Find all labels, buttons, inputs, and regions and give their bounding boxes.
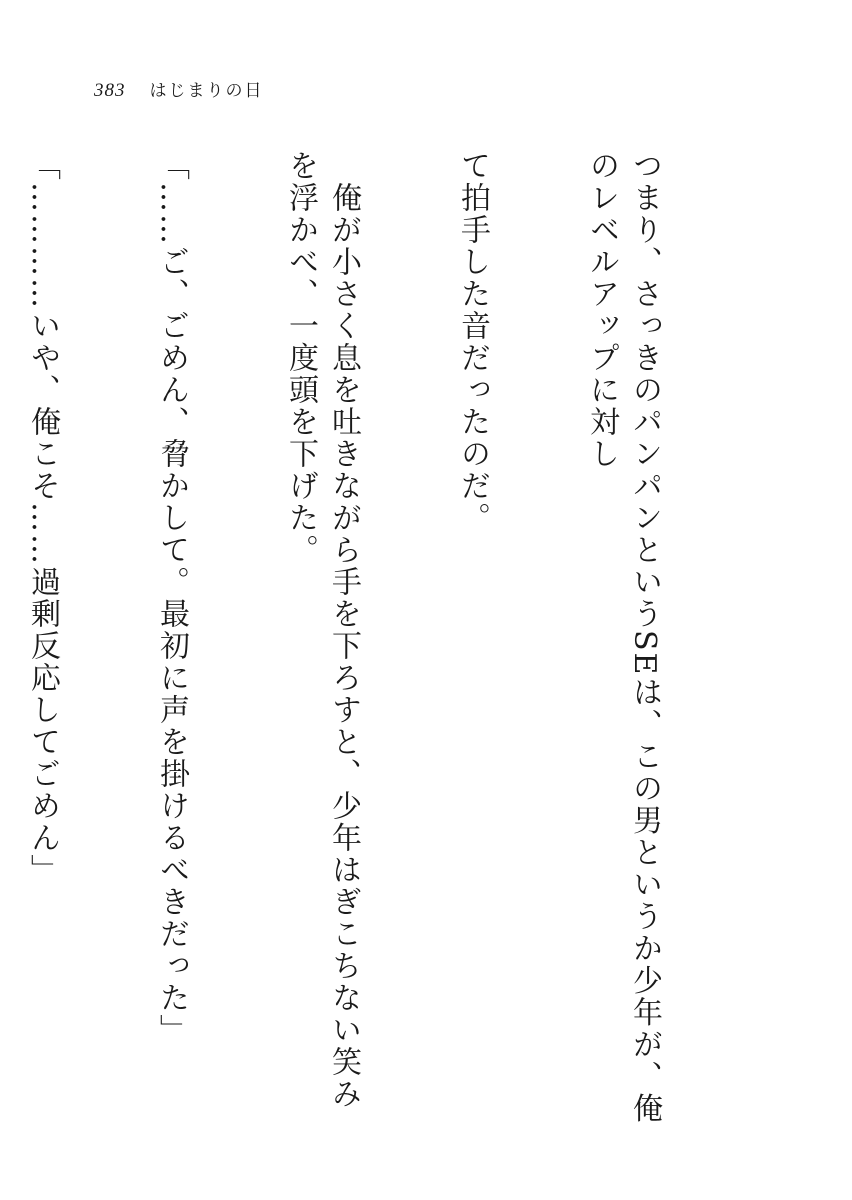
text-line: 「……ご、ごめん、脅かして。最初に声を掛けるべきだった」 <box>154 150 189 1046</box>
running-title: はじまりの日 <box>149 81 264 101</box>
text-line: 「…………いや、俺こそ……過剰反応してごめん」 <box>25 150 60 886</box>
text-line: て拍手した音だったのだ。 <box>455 150 490 534</box>
text-line: つまり、さっきのパンパンというSEは、この男というか少年が、俺のレベルアップに対し <box>584 150 662 1125</box>
page-number: 383 <box>94 80 126 101</box>
page-header <box>94 76 264 106</box>
body-text <box>25 150 752 1140</box>
text-line: 俺が小さく息を吐きながら手を下ろすと、少年はぎこちない笑みを浮かべ、一度頭を下げた。 <box>283 150 361 1110</box>
